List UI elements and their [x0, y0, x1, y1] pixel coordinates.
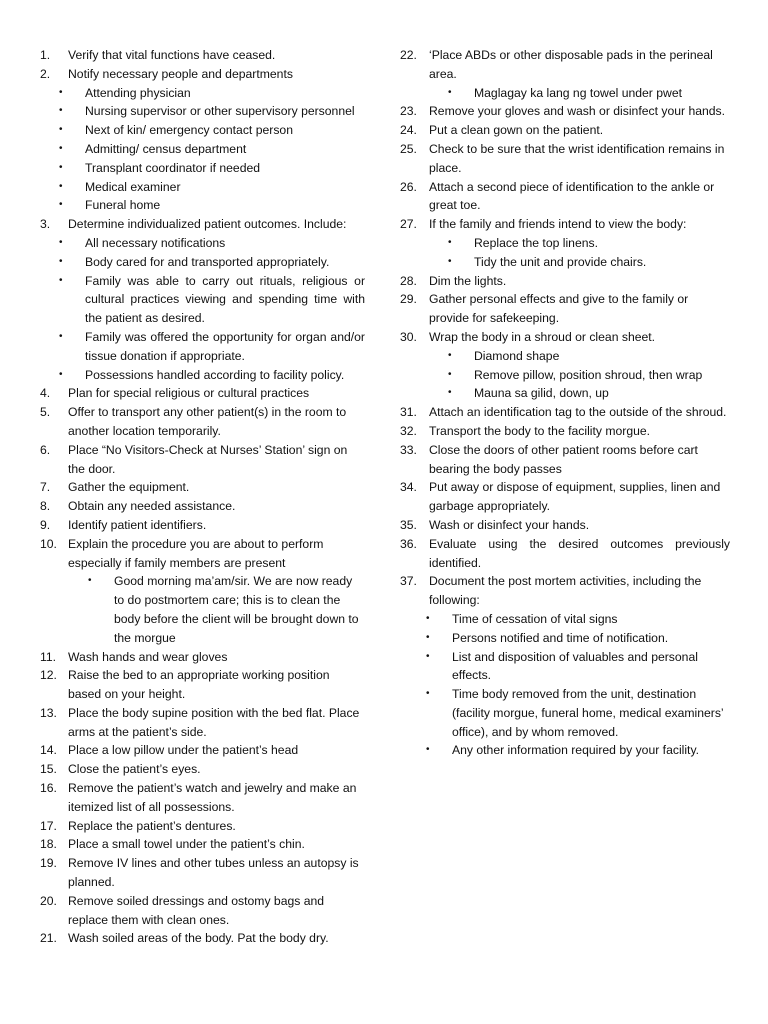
bullet-item: [40, 159, 365, 178]
bullet-item: [400, 347, 730, 366]
bullet-dot: •: [426, 631, 430, 643]
item-text: Gather the equipment.: [68, 480, 190, 495]
item-text: Wash soiled areas of the body. Pat the body dry.: [68, 931, 329, 946]
bullet-text: Maglagay ka lang ng towel under pwet: [474, 85, 682, 100]
bullet-dot: •: [448, 236, 452, 248]
bullet-text: Family was offered the opportunity for organ and/or tissue donation if appropriate.: [85, 329, 365, 363]
item-text: Determine individualized patient outcomes. Include:: [68, 217, 347, 232]
bullet-dot: •: [59, 124, 63, 136]
list-entry: [40, 779, 365, 817]
bullet-item: [40, 178, 365, 197]
numbered-item: [40, 215, 365, 234]
list-entry: [40, 929, 365, 948]
item-number: 4.: [40, 386, 51, 401]
bullet-dot: •: [59, 142, 63, 154]
numbered-item: [400, 516, 730, 535]
item-number: 9.: [40, 517, 51, 532]
bullet-item: [40, 253, 365, 272]
bullet-item: [400, 366, 730, 385]
list-entry: [400, 102, 730, 121]
item-text: Plan for special religious or cultural practices: [68, 386, 310, 401]
item-text: Close the patient’s eyes.: [68, 762, 201, 777]
list-entry: [400, 478, 730, 516]
bullet-dot: •: [59, 161, 63, 173]
item-number: 25.: [400, 141, 417, 156]
bullet-text: All necessary notifications: [85, 235, 226, 250]
item-number: 17.: [40, 818, 57, 833]
numbered-item: [400, 572, 730, 610]
bullet-item: [400, 253, 730, 272]
item-text: Replace the patient’s dentures.: [68, 818, 236, 833]
numbered-item: [40, 835, 365, 854]
bullet-list: [400, 347, 730, 403]
list-entry: [40, 648, 365, 667]
list-entry: [400, 121, 730, 140]
numbered-item: [40, 854, 365, 892]
numbered-item: [40, 384, 365, 403]
numbered-item: [40, 478, 365, 497]
bullet-text: Any other information required by your facility.: [452, 743, 700, 758]
item-number: 18.: [40, 837, 57, 852]
bullet-dot: •: [88, 575, 92, 587]
numbered-item: [400, 178, 730, 216]
item-number: 2.: [40, 66, 51, 81]
bullet-dot: •: [59, 255, 63, 267]
item-text: Put away or dispose of equipment, supplies, linen and garbage appropriately.: [429, 480, 721, 514]
list-entry: [400, 516, 730, 535]
list-entry: [40, 704, 365, 742]
item-number: 33.: [400, 442, 417, 457]
bullet-text: List and disposition of valuables and personal effects.: [452, 649, 698, 683]
item-number: 23.: [400, 104, 417, 119]
list-entry: [40, 892, 365, 930]
item-text: Place the body supine position with the bed flat. Place arms at the patient’s side.: [68, 705, 360, 739]
item-number: 19.: [40, 856, 57, 871]
item-number: 34.: [400, 480, 417, 495]
item-number: 1.: [40, 48, 51, 62]
item-text: Close the doors of other patient rooms before cart bearing the body passes: [429, 442, 698, 476]
list-entry: [40, 666, 365, 704]
bullet-item: [40, 140, 365, 159]
numbered-item: [400, 422, 730, 441]
list-entry: [40, 535, 365, 648]
item-text: Raise the bed to an appropriate working position based on your height.: [68, 668, 330, 702]
numbered-item: [40, 779, 365, 817]
bullet-list: [400, 610, 730, 760]
list-entry: [40, 215, 365, 384]
bullet-item: [40, 328, 365, 366]
list-entry: [400, 46, 730, 102]
item-number: 3.: [40, 217, 51, 232]
item-text: Attach a second piece of identification to the ankle or great toe.: [429, 179, 715, 213]
bullet-item: [40, 102, 365, 121]
item-number: 24.: [400, 123, 417, 138]
bullet-dot: •: [448, 255, 452, 267]
bullet-dot: •: [59, 330, 63, 342]
numbered-item: [400, 441, 730, 479]
list-entry: [40, 760, 365, 779]
bullet-list: [40, 572, 365, 647]
bullet-text: Remove pillow, position shroud, then wrap: [474, 367, 703, 382]
bullet-item: [40, 84, 365, 103]
bullet-dot: •: [448, 387, 452, 399]
item-number: 36.: [400, 536, 417, 551]
bullet-item: [400, 234, 730, 253]
list-entry: [40, 46, 365, 65]
numbered-item: [40, 817, 365, 836]
item-text: Identify patient identifiers.: [68, 517, 207, 532]
item-number: 11.: [40, 649, 57, 664]
bullet-text: Time body removed from the unit, destination (facility morgue, funeral home, medical examiners’ office), and by whom removed.: [452, 687, 724, 739]
numbered-item: [40, 65, 365, 84]
list-entry: [400, 535, 730, 573]
item-number: 6.: [40, 442, 51, 457]
item-text: Remove IV lines and other tubes unless an autopsy is planned.: [68, 856, 359, 890]
bullet-text: Admitting/ census department: [85, 141, 247, 156]
numbered-item: [400, 328, 730, 347]
item-text: Place “No Visitors-Check at Nurses’ Station’ sign on the door.: [68, 442, 348, 476]
item-text: Verify that vital functions have ceased.: [68, 48, 276, 62]
list-entry: [400, 422, 730, 441]
item-text: Remove the patient’s watch and jewelry and make an itemized list of all possessions.: [68, 781, 357, 814]
item-text: Notify necessary people and departments: [68, 66, 293, 81]
item-text: Put a clean gown on the patient.: [429, 123, 604, 138]
bullet-item: [400, 685, 730, 741]
bullet-dot: •: [426, 744, 430, 756]
numbered-item: [40, 516, 365, 535]
numbered-item: [400, 478, 730, 516]
numbered-item: [40, 892, 365, 930]
list-entry: [40, 65, 365, 215]
bullet-dot: •: [59, 105, 63, 117]
bullet-item: [400, 629, 730, 648]
list-entry: [40, 741, 365, 760]
item-number: 27.: [400, 217, 417, 232]
bullet-dot: •: [59, 199, 63, 211]
item-number: 20.: [40, 893, 57, 908]
item-text: Offer to transport any other patient(s) in the room to another location temporarily.: [68, 405, 347, 438]
item-text: Wash or disinfect your hands.: [429, 517, 590, 532]
bullet-text: Time of cessation of vital signs: [452, 611, 618, 626]
item-text: Explain the procedure you are about to perform especially if family members are present: [68, 536, 324, 570]
list-entry: [400, 140, 730, 178]
bullet-text: Replace the top linens.: [474, 235, 598, 250]
bullet-text: Tidy the unit and provide chairs.: [474, 254, 647, 269]
bullet-item: [400, 741, 730, 760]
bullet-text: Funeral home: [85, 198, 161, 213]
bullet-text: Diamond shape: [474, 348, 560, 363]
numbered-item: [40, 741, 365, 760]
bullet-text: Attending physician: [85, 85, 191, 100]
bullet-text: Medical examiner: [85, 179, 181, 194]
item-number: 7.: [40, 480, 51, 495]
bullet-dot: •: [448, 368, 452, 380]
bullet-item: [40, 272, 365, 328]
item-number: 32.: [400, 423, 417, 438]
bullet-item: [400, 384, 730, 403]
list-entry: [40, 516, 365, 535]
numbered-item: [400, 215, 730, 234]
item-text: Obtain any needed assistance.: [68, 499, 236, 514]
bullet-text: Family was able to carry out rituals, religious or cultural practices viewing and spending time with the patient as desired.: [85, 273, 365, 326]
bullet-list: [40, 234, 365, 384]
list-entry: [40, 403, 365, 441]
bullet-dot: •: [59, 368, 63, 380]
bullet-dot: •: [448, 349, 452, 361]
bullet-dot: •: [59, 86, 63, 98]
list-entry: [400, 178, 730, 216]
item-number: 37.: [400, 574, 417, 589]
list-entry: [400, 403, 730, 422]
item-text: Transport the body to the facility morgue.: [429, 423, 651, 438]
item-text: Evaluate using the desired outcomes previously identified.: [429, 536, 730, 570]
item-number: 8.: [40, 499, 51, 514]
list-entry: [40, 384, 365, 403]
numbered-item: [400, 46, 730, 84]
list-entry: [40, 817, 365, 836]
numbered-item: [400, 102, 730, 121]
item-text: Remove soiled dressings and ostomy bags and replace them with clean ones.: [68, 893, 325, 927]
list-entry: [40, 497, 365, 516]
item-text: If the family and friends intend to view the body:: [429, 217, 687, 232]
right-column: [400, 46, 730, 760]
bullet-dot: •: [59, 236, 63, 248]
bullet-item: [400, 610, 730, 629]
list-entry: [40, 835, 365, 854]
numbered-item: [400, 272, 730, 291]
bullet-item: [40, 366, 365, 385]
bullet-item: [40, 234, 365, 253]
item-text: ‘Place ABDs or other disposable pads in the perineal area.: [429, 48, 713, 81]
bullet-list: [40, 84, 365, 216]
numbered-item: [400, 121, 730, 140]
numbered-item: [40, 648, 365, 667]
list-entry: [400, 572, 730, 760]
item-text: Remove your gloves and wash or disinfect your hands.: [429, 104, 726, 119]
item-number: 15.: [40, 762, 57, 777]
list-entry: [400, 215, 730, 271]
bullet-text: Good morning ma’am/sir. We are now ready to do postmortem care; this is to clean the body before the client will be brought down to the morgue: [114, 574, 359, 645]
numbered-item: [40, 497, 365, 516]
item-text: Place a low pillow under the patient’s head: [68, 743, 299, 758]
numbered-item: [40, 403, 365, 441]
numbered-item: [400, 290, 730, 328]
list-entry: [40, 441, 365, 479]
numbered-item: [40, 666, 365, 704]
bullet-item: [400, 648, 730, 686]
bullet-dot: •: [59, 180, 63, 192]
bullet-item: [400, 84, 730, 103]
item-text: Wash hands and wear gloves: [68, 649, 228, 664]
list-entry: [400, 441, 730, 479]
bullet-dot: •: [448, 86, 452, 98]
bullet-text: Body cared for and transported appropriately.: [85, 254, 330, 269]
bullet-text: Nursing supervisor or other supervisory personnel: [85, 104, 355, 119]
item-number: 35.: [400, 517, 417, 532]
numbered-item: [400, 140, 730, 178]
numbered-item: [400, 535, 730, 573]
numbered-item: [40, 704, 365, 742]
bullet-list: [400, 84, 730, 103]
item-number: 12.: [40, 668, 57, 683]
bullet-item: [40, 196, 365, 215]
item-number: 10.: [40, 536, 57, 551]
bullet-text: Mauna sa gilid, down, up: [474, 386, 609, 401]
bullet-text: Possessions handled according to facility policy.: [85, 367, 345, 382]
item-text: Gather personal effects and give to the family or provide for safekeeping.: [429, 292, 689, 326]
item-text: Wrap the body in a shroud or clean sheet.: [429, 329, 656, 344]
item-number: 31.: [400, 405, 417, 420]
item-text: Place a small towel under the patient’s chin.: [68, 837, 305, 852]
item-text: Document the post mortem activities, including the following:: [429, 574, 702, 608]
bullet-dot: •: [59, 274, 63, 286]
numbered-item: [40, 441, 365, 479]
item-text: Attach an identification tag to the outside of the shroud.: [429, 405, 727, 420]
item-number: 21.: [40, 931, 57, 946]
list-entry: [400, 290, 730, 328]
bullet-text: Transplant coordinator if needed: [85, 160, 261, 175]
item-text: Dim the lights.: [429, 273, 507, 288]
bullet-list: [400, 234, 730, 272]
numbered-item: [400, 403, 730, 422]
bullet-dot: •: [426, 612, 430, 624]
item-number: 26.: [400, 179, 417, 194]
numbered-item: [40, 535, 365, 573]
bullet-item: [40, 121, 365, 140]
item-number: 14.: [40, 743, 57, 758]
item-number: 28.: [400, 273, 417, 288]
bullet-item: [40, 572, 365, 647]
list-entry: [40, 854, 365, 892]
item-number: 13.: [40, 705, 57, 720]
item-number: 22.: [400, 48, 417, 62]
item-number: 5.: [40, 405, 51, 420]
item-text: Check to be sure that the wrist identification remains in place.: [429, 141, 725, 175]
bullet-dot: •: [426, 650, 430, 662]
item-number: 30.: [400, 329, 417, 344]
bullet-text: Next of kin/ emergency contact person: [85, 123, 293, 138]
bullet-dot: •: [426, 688, 430, 700]
numbered-item: [40, 46, 365, 65]
left-column: [40, 46, 365, 948]
list-entry: [400, 328, 730, 403]
list-entry: [40, 478, 365, 497]
list-entry: [400, 272, 730, 291]
item-number: 29.: [400, 292, 417, 307]
numbered-item: [40, 760, 365, 779]
item-number: 16.: [40, 781, 57, 796]
numbered-item: [40, 929, 365, 948]
bullet-text: Persons notified and time of notification.: [452, 630, 669, 645]
